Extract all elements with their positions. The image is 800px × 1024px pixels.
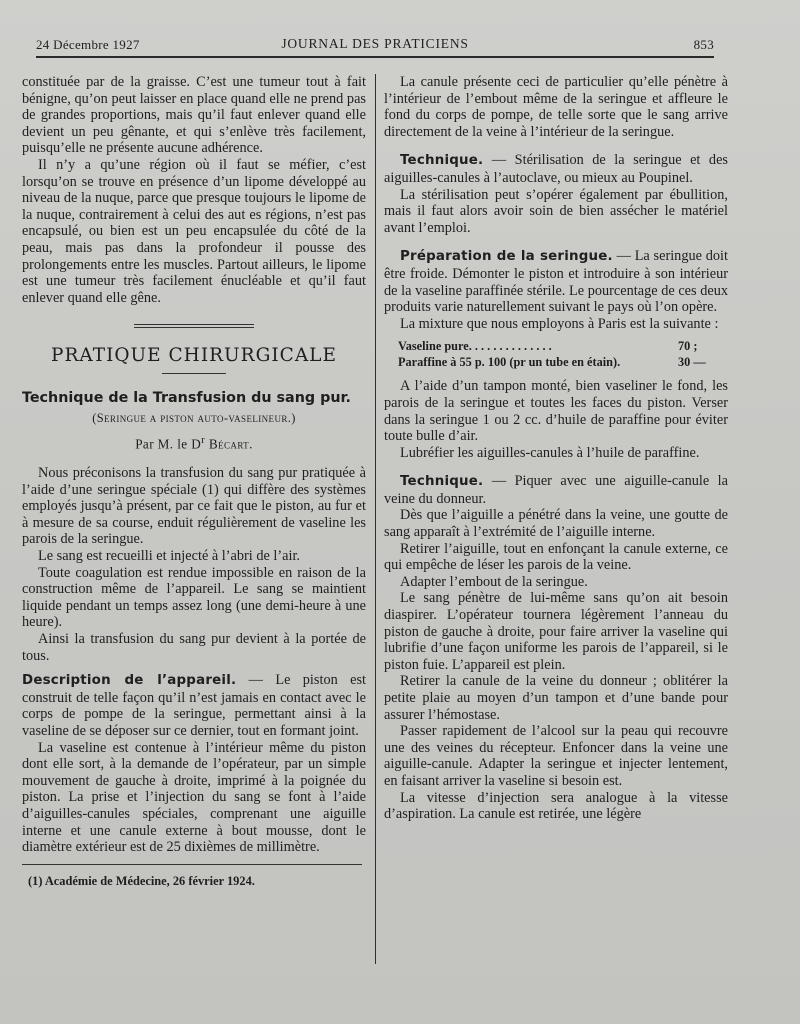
section-title: PRATIQUE CHIRURGICALE bbox=[51, 345, 337, 367]
paragraph: La stérilisation peut s’opérer également par ébullition, mais il faut alors avoir soin de bien assécher le matériel avant l’emploi. bbox=[384, 186, 728, 236]
recipe-quantity: 30 — bbox=[678, 355, 706, 370]
paragraph: La canule présente ceci de particulier qu’elle pénètre à l’intérieur de l’embout même de la seringue et affleure le fond du corps de pompe, de telle sorte que le sang arrive directement de la veine à l’intérieur de la seringue. bbox=[384, 74, 728, 140]
paragraph: Retirer l’aiguille, tout en enfonçant la canule externe, ce qui empêche de léser les parois de la veine. bbox=[384, 540, 728, 574]
footnote-rule bbox=[22, 864, 362, 865]
paragraph bbox=[22, 672, 366, 739]
article-title: Technique de la Transfusion du sang pur. bbox=[22, 389, 351, 406]
footnote: (1) Académie de Médecine, 26 février 1924. bbox=[28, 873, 255, 888]
issue-date: 24 Décembre 1927 bbox=[36, 37, 140, 52]
paragraph: constituée par de la graisse. C’est une tumeur tout à fait bénigne, qu’on peut laisser en place quand elle ne prend pas de grandes proportions, mais qu’il faut enlever quand elle devient un peu gênante, et qui s’enlève très facilement, puisqu’elle ne présente aucune adhérence. bbox=[22, 74, 366, 157]
author-prefix-sup: r bbox=[201, 434, 206, 447]
left-column bbox=[22, 74, 366, 889]
paragraph-text: — La seringue doit être froide. Démonter le piston et introduire à son intérieur de la vaseline paraffinée stérile. Le pourcentage de ces deux produits varie naturellement suivant le pays où l’on opère. bbox=[384, 248, 728, 316]
paragraph-lead: Description de l’appareil. bbox=[22, 673, 237, 689]
paragraph: La mixture que nous employons à Paris est la suivante : bbox=[400, 315, 719, 332]
paragraph-text: — Le piston est construit de telle façon qu’il n’est jamais en contact avec le corps de pompe de la seringue, permettant ainsi à la vaseline de se déposer sur ce dernier, tout en formant joint. bbox=[22, 672, 366, 739]
paragraph-lead: Technique. bbox=[400, 153, 484, 169]
paragraph: Lubréfier les aiguilles-canules à l’huile de paraffine. bbox=[400, 444, 700, 461]
recipe-ingredient: Vaseline pure. . . . . . . . . . . . . . bbox=[398, 339, 552, 354]
paragraph: Le sang est recueilli et injecté à l’abri de l’air. bbox=[38, 548, 300, 565]
paragraph: Toute coagulation est rendue impossible en raison de la construction même de l’appareil. Le sang se maintient liquide pendant un temps assez long (une demi-heure à une heure). bbox=[22, 564, 366, 631]
paragraph: La vaseline est contenue à l’intérieur même du piston dont elle sort, à la demande de l’opérateur, par un simple mouvement de gauche à droite, imprimé à la poignée du piston. La prise et l’injection du sang se font à l’aide d’aiguilles-canules spéciales, comprenant une aiguille interne et une canule externe à bout mousse, dont le diamètre extérieur est de 25 dixièmes de millimètre. bbox=[22, 739, 366, 856]
recipe-quantity: 70 ; bbox=[678, 339, 698, 354]
section-divider bbox=[134, 324, 254, 328]
recipe-row bbox=[384, 338, 728, 354]
column-divider bbox=[375, 74, 376, 964]
page-number: 853 bbox=[693, 37, 714, 52]
author-prefix: Par M. le D bbox=[135, 436, 202, 452]
paragraph bbox=[384, 473, 728, 507]
paragraph: Nous préconisons la transfusion du sang pur pratiquée à l’aide d’une seringue spéciale (1) qui diffère des systèmes employés jusqu’à présent, par ce fait que le piston, au fur et à mesure de sa course, enduit régulièrement de vaseline les parois de la seringue. bbox=[22, 465, 366, 548]
paragraph-text: — Stérilisation de la seringue et des aiguilles-canules à l’autoclave, ou mieux au Poupinel. bbox=[384, 152, 728, 186]
paragraph-text: — Piquer avec une aiguille-canule la veine du donneur. bbox=[384, 473, 728, 507]
author-line bbox=[22, 432, 366, 453]
recipe-row bbox=[384, 354, 728, 370]
paragraph: Retirer la canule de la veine du donneur ; oblitérer la petite plaie au moyen d’un tampon et d’une bande pour assurer l’hémostase. bbox=[384, 673, 728, 723]
recipe-table bbox=[384, 338, 728, 370]
paragraph bbox=[384, 248, 728, 315]
paragraph-lead: Préparation de la seringue. bbox=[400, 249, 613, 265]
paragraph-lead: Technique. bbox=[400, 474, 484, 490]
recipe-ingredient: Paraffine à 55 p. 100 (pr un tube en étain). bbox=[398, 355, 621, 370]
paragraph: La vitesse d’injection sera analogue à la vitesse d’aspiration. La canule est retirée, une légère bbox=[384, 789, 728, 823]
paragraph: Il n’y a qu’une région où il faut se méfier, c’est lorsqu’on se trouve en présence d’un lipome développé au niveau de la nuque, parce que presque toujours le lipome de la nuque, contrairement à celui des aut es régions, n’est pas encapsulé, ou bien est un peu encapsulée du côté de la peau, mais pas dans la profondeur il pousse des prolongements entre les muscles. Partout ailleurs, le lipome est une tumeur très facilement énucléable et qu’il faut enlever quand elle gêne. bbox=[22, 156, 366, 306]
right-column bbox=[384, 74, 728, 823]
paragraph: Passer rapidement de l’alcool sur la peau qui recouvre une des veines du récepteur. Enfoncer dans la veine une aiguille-canule. Adapter la seringue et injecter lentement, en faisant arriver la vaseline si besoin est. bbox=[384, 723, 728, 789]
paragraph: Ainsi la transfusion du sang pur devient à la portée de tous. bbox=[22, 631, 366, 664]
paragraph: Adapter l’embout de la seringue. bbox=[400, 573, 588, 590]
paragraph bbox=[384, 152, 728, 186]
author-name: Bécart. bbox=[208, 436, 253, 452]
title-rule bbox=[162, 373, 226, 374]
running-header bbox=[36, 34, 714, 58]
paragraph: Dès que l’aiguille a pénétré dans la veine, une goutte de sang apparaît à l’extrémité de l’aiguille interne. bbox=[384, 507, 728, 541]
journal-title: JOURNAL DES PRATICIENS bbox=[281, 36, 469, 51]
paragraph: Le sang pénètre de lui-même sans qu’on ait besoin diaspirer. L’opérateur tournera légèrement l’anneau du piston de gauche à droite, pour faire arriver la vaseline qui lubrifie d’une façon uniforme les parois de l’appareil, si le piston fuie. L’appareil est plein. bbox=[384, 590, 728, 673]
paragraph: A l’aide d’un tampon monté, bien vaseliner le fond, les parois de la seringue et toutes les faces du piston. Verser dans la seringue 1 ou 2 cc. d’huile de paraffine pour éviter toute bulle d’air. bbox=[384, 378, 728, 445]
subtitle-text: (Seringue a piston auto-vaselineur.) bbox=[92, 410, 296, 425]
article-subtitle bbox=[22, 410, 366, 427]
